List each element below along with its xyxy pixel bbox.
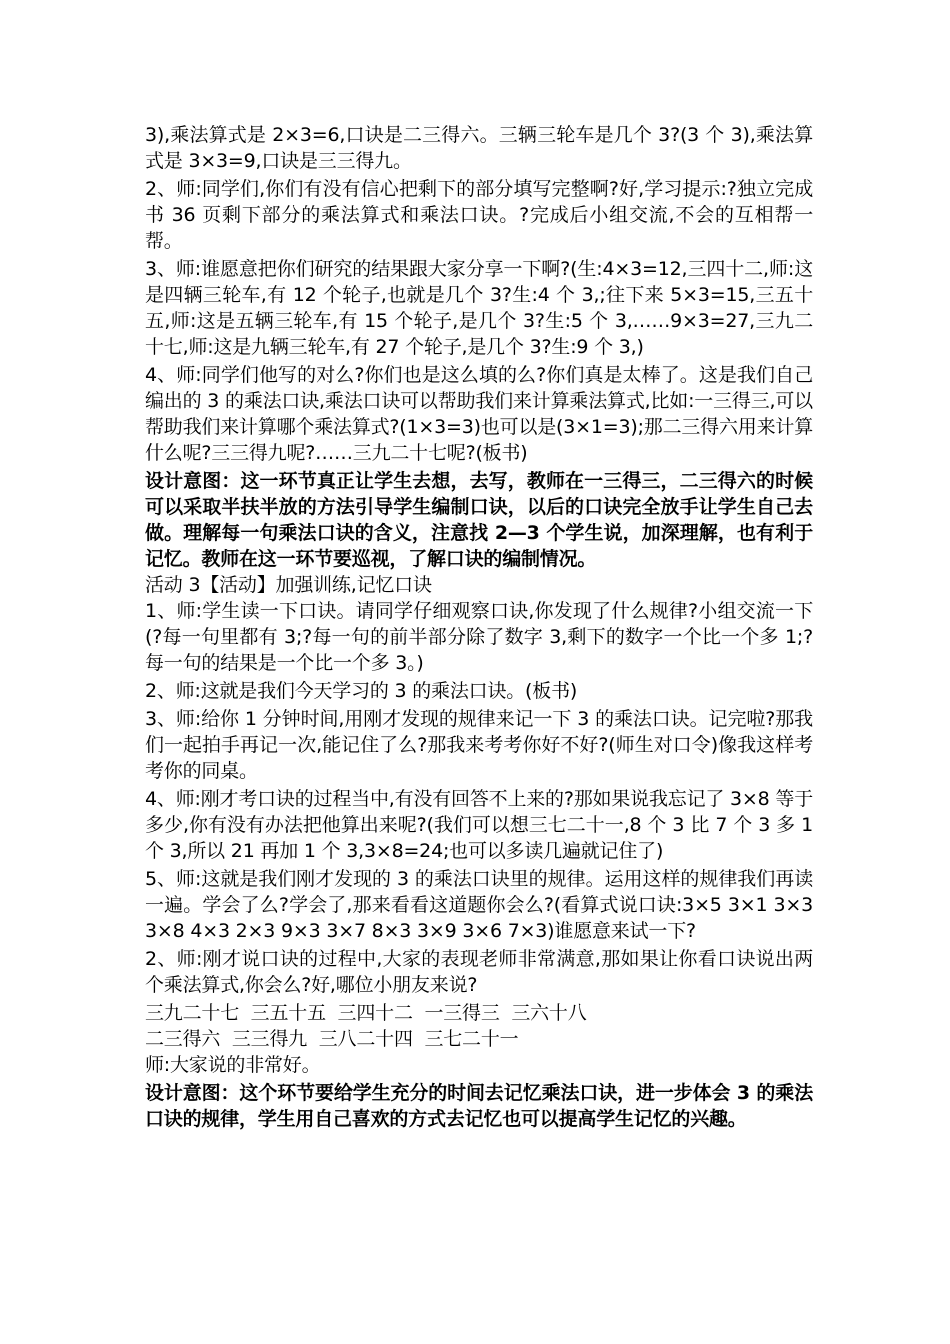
paragraph-7: 1、师:学生读一下口诀。请同学仔细观察口诀,你发现了什么规律?小组交流一下(?每一句里都有 3;?每一句的前半部分除了数字 3,剩下的数字一个比一个多 1;?每一句的结果是一个比一个多 3。) xyxy=(145,600,813,674)
paragraph-8: 2、师:这就是我们今天学习的 3 的乘法口诀。(板书) xyxy=(145,680,578,702)
paragraph-11: 5、师:这就是我们刚才发现的 3 的乘法口诀里的规律。运用这样的规律我们再读一遍。学会了么?学会了,那来看看这道题你会么?(看算式说口诀:3×5 3×1 3×3 3×8 4×3 2×3 9×3 3×7 8×3 3×9 3×6 7×3)谁愿意来试一下? xyxy=(145,868,813,942)
mnemonic-row-1: 三九二十七 三五十五 三四十二 一三得三 三六十八 xyxy=(145,1002,587,1024)
paragraph-10: 4、师:刚才考口诀的过程当中,有没有回答不上来的?那如果说我忘记了 3×8 等于多少,你有没有办法把他算出来呢?(我们可以想三七二十一,8 个 3 比 7 个 3 多 1 个 3,所以 21 再加 1 个 3,3×8=24;也可以多读几遍就记住了) xyxy=(145,788,813,862)
paragraph-3: 3、师:谁愿意把你们研究的结果跟大家分享一下啊?(生:4×3=12,三四十二,师:这是四辆三轮车,有 12 个轮子,也就是几个 3?生:4 个 3,;往下来 5×3=15,三五十五,师:这是五辆三轮车,有 15 个轮子,是几个 3?生:5 个 3,……9×3=27,三九二十七,师:这是九辆三轮车,有 27 个轮子,是几个 3?生:9 个 3,) xyxy=(145,258,813,358)
paragraph-4: 4、师:同学们他写的对么?你们也是这么填的么?你们真是太棒了。这是我们自己编出的 3 的乘法口诀,乘法口诀可以帮助我们来计算乘法算式,比如:一三得三,可以帮助我们来计算哪个乘法算式?(1×3=3)也可以是(3×1=3);那二三得六用来计算什么呢?三三得九呢?……三九二十七呢?(板书) xyxy=(145,364,813,464)
paragraph-15: 师:大家说的非常好。 xyxy=(145,1054,321,1076)
document-body xyxy=(145,122,813,1132)
activity-heading: 活动 3【活动】加强训练,记忆口诀 xyxy=(145,574,432,596)
design-intent-1: 设计意图：这一环节真正让学生去想，去写，教师在一三得三，二三得六的时候可以采取半扶半放的方法引导学生编制口诀，以后的口诀完全放手让学生自己去做。理解每一句乘法口诀的含义，注意找 2—3 个学生说，加深理解，也有利于记忆。教师在这一环节要巡视，了解口诀的编制情况。 xyxy=(145,470,813,570)
paragraph-12: 2、师:刚才说口诀的过程中,大家的表现老师非常满意,那如果让你看口诀说出两个乘法算式,你会么?好,哪位小朋友来说? xyxy=(145,948,813,996)
mnemonic-row-2: 二三得六 三三得九 三八二十四 三七二十一 xyxy=(145,1028,519,1050)
paragraph-9: 3、师:给你 1 分钟时间,用刚才发现的规律来记一下 3 的乘法口诀。记完啦?那我们一起拍手再记一次,能记住了么?那我来考考你好不好?(师生对口令)像我这样考考你的同桌。 xyxy=(145,708,813,782)
design-intent-2: 设计意图：这个环节要给学生充分的时间去记忆乘法口诀，进一步体会 3 的乘法口诀的规律，学生用自己喜欢的方式去记忆也可以提高学生记忆的兴趣。 xyxy=(145,1082,813,1130)
paragraph-2: 2、师:同学们,你们有没有信心把剩下的部分填写完整啊?好,学习提示:?独立完成书 36 页剩下部分的乘法算式和乘法口诀。?完成后小组交流,不会的互相帮一帮。 xyxy=(145,178,813,252)
paragraph-1: 3),乘法算式是 2×3=6,口诀是二三得六。三辆三轮车是几个 3?(3 个 3),乘法算式是 3×3=9,口诀是三三得九。 xyxy=(145,124,813,172)
